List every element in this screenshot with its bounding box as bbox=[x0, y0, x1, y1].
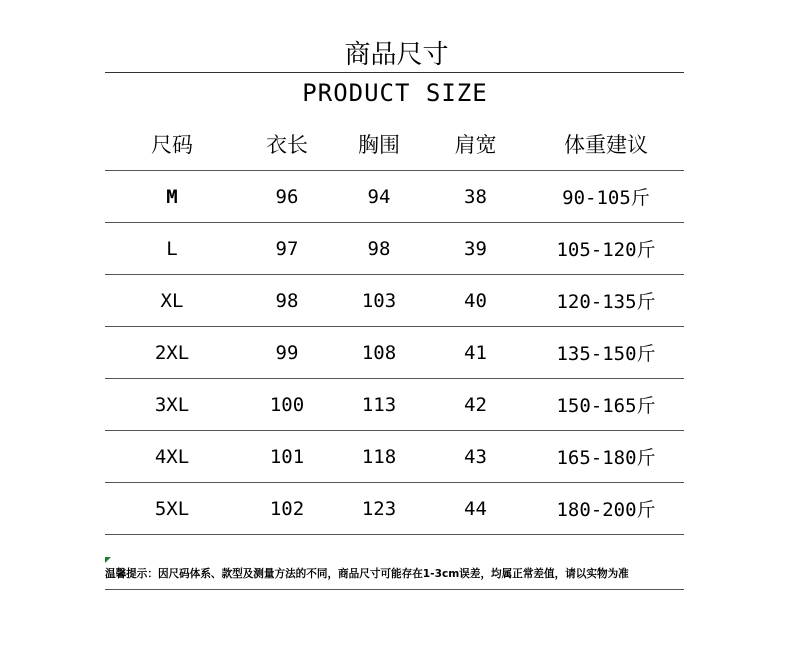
table-row bbox=[105, 223, 684, 275]
cell-chest: 103 bbox=[335, 275, 423, 327]
cell-length: 100 bbox=[239, 379, 335, 431]
table-row bbox=[105, 327, 684, 379]
cell-size: 2XL bbox=[105, 327, 239, 379]
cell-shoulder: 42 bbox=[423, 379, 528, 431]
size-note: 温馨提示：因尺码体系、款型及测量方法的不同，商品尺寸可能存在1-3cm误差，均属正常差值，请以实物为准 bbox=[105, 568, 629, 580]
table-row bbox=[105, 171, 684, 223]
cell-chest: 123 bbox=[335, 483, 423, 535]
cell-weight: 90-105斤 bbox=[528, 171, 684, 223]
cell-shoulder: 43 bbox=[423, 431, 528, 483]
cell-shoulder: 38 bbox=[423, 171, 528, 223]
header-weight: 体重建议 bbox=[528, 118, 684, 171]
table-row bbox=[105, 431, 684, 483]
cell-chest: 98 bbox=[335, 223, 423, 275]
cell-size: 5XL bbox=[105, 483, 239, 535]
title-chinese: 商品尺寸 bbox=[344, 40, 449, 70]
table-row bbox=[105, 379, 684, 431]
cell-size: XL bbox=[105, 275, 239, 327]
note-divider bbox=[105, 589, 684, 590]
cell-chest: 94 bbox=[335, 171, 423, 223]
header-size: 尺码 bbox=[105, 118, 239, 171]
cell-weight: 165-180斤 bbox=[528, 431, 684, 483]
cell-shoulder: 40 bbox=[423, 275, 528, 327]
table-header-row bbox=[105, 118, 684, 171]
cell-weight: 120-135斤 bbox=[528, 275, 684, 327]
cell-shoulder: 41 bbox=[423, 327, 528, 379]
header-length: 衣长 bbox=[239, 118, 335, 171]
cell-weight: 150-165斤 bbox=[528, 379, 684, 431]
cell-length: 101 bbox=[239, 431, 335, 483]
table-row bbox=[105, 275, 684, 327]
table-row bbox=[105, 483, 684, 535]
header-shoulder: 肩宽 bbox=[423, 118, 528, 171]
cell-size: M bbox=[105, 171, 239, 223]
cell-chest: 113 bbox=[335, 379, 423, 431]
cell-length: 99 bbox=[239, 327, 335, 379]
cell-length: 97 bbox=[239, 223, 335, 275]
cell-length: 98 bbox=[239, 275, 335, 327]
title-english: PRODUCT SIZE bbox=[302, 79, 488, 107]
cell-size: 3XL bbox=[105, 379, 239, 431]
cell-length: 102 bbox=[239, 483, 335, 535]
cell-length: 96 bbox=[239, 171, 335, 223]
cell-weight: 180-200斤 bbox=[528, 483, 684, 535]
cell-size: 4XL bbox=[105, 431, 239, 483]
cell-shoulder: 39 bbox=[423, 223, 528, 275]
cell-chest: 118 bbox=[335, 431, 423, 483]
header-chest: 胸围 bbox=[335, 118, 423, 171]
cell-size: L bbox=[105, 223, 239, 275]
cell-chest: 108 bbox=[335, 327, 423, 379]
cell-weight: 135-150斤 bbox=[528, 327, 684, 379]
cell-weight: 105-120斤 bbox=[528, 223, 684, 275]
size-table bbox=[105, 118, 684, 535]
title-divider bbox=[105, 72, 684, 73]
cell-shoulder: 44 bbox=[423, 483, 528, 535]
note-flag-icon bbox=[105, 557, 111, 563]
